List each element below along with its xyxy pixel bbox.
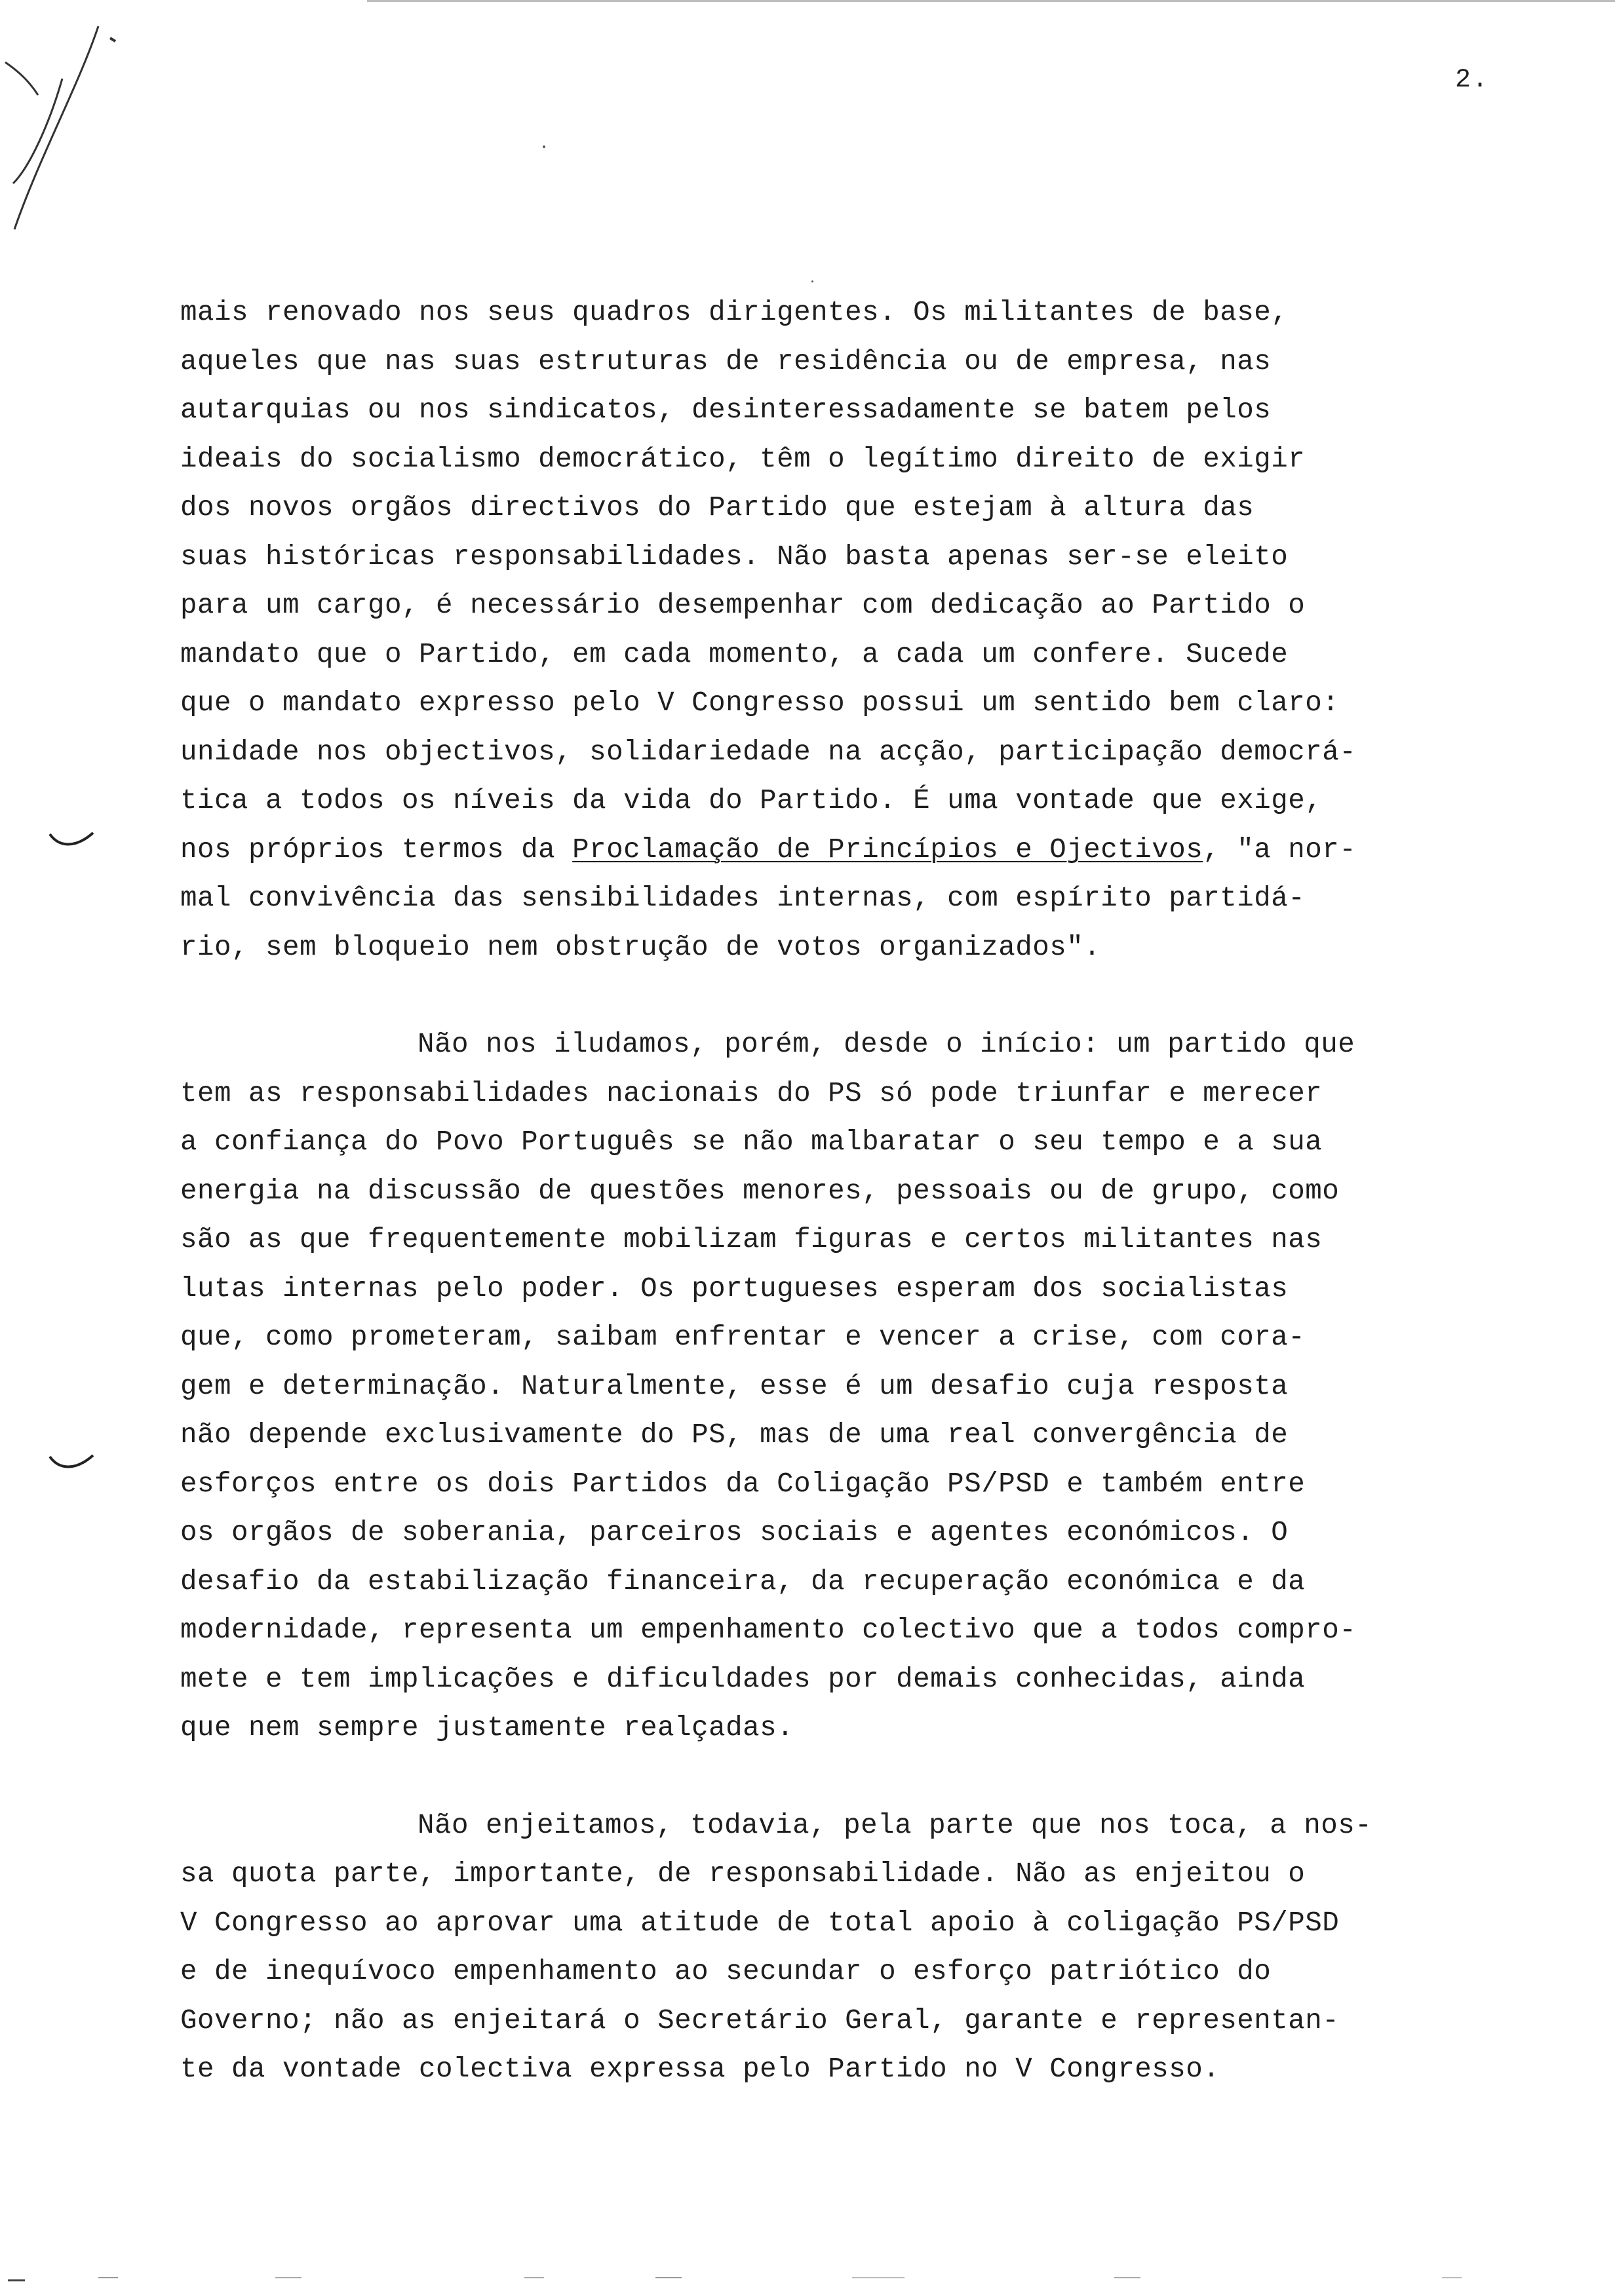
- paragraph: [180, 1801, 1550, 2094]
- text-line: modernidade, representa um empenhamento colectivo que a todos compro-: [180, 1615, 1357, 1646]
- scan-speck: [811, 280, 813, 282]
- text-line: tem as responsabilidades nacionais do PS só pode triunfar e merecer: [180, 1077, 1323, 1109]
- text-line: são as que frequentemente mobilizam figuras e certos militantes nas: [180, 1224, 1323, 1255]
- paragraph: [180, 288, 1550, 972]
- text-line: Governo; não as enjeitará o Secretário Geral, garante e representan-: [180, 2004, 1340, 2037]
- scan-edge-line: [367, 0, 1615, 2]
- text-line: Não nos iludamos, porém, desde o início: um partido que: [418, 1029, 1355, 1060]
- paragraph: [180, 1020, 1550, 1753]
- page-number: 2.: [1455, 66, 1490, 95]
- text-line: Não enjeitamos, todavia, pela parte que nos toca, a nos-: [418, 1809, 1372, 1841]
- text-line: e de inequívoco empenhamento ao secundar o esforço patriótico do: [180, 1956, 1272, 1987]
- scan-speck: [543, 145, 545, 148]
- text-line: energia na discussão de questões menores, pessoais ou de grupo, como: [180, 1175, 1340, 1207]
- margin-check-mark: [46, 829, 98, 855]
- text-line: aqueles que nas suas estruturas de residência ou de empresa, nas: [180, 345, 1272, 377]
- text-line: não depende exclusivamente do PS, mas de uma real convergência de: [180, 1419, 1289, 1451]
- text-line: [180, 826, 1550, 875]
- underlined-document-title: Proclamação de Princípios e Ojectivos: [572, 833, 1203, 866]
- text-line: dos novos orgãos directivos do Partido que estejam à altura das: [180, 492, 1255, 524]
- text-line: os orgãos de soberania, parceiros sociais e agentes económicos. O: [180, 1517, 1289, 1548]
- text-line: mais renovado nos seus quadros dirigentes. Os militantes de base,: [180, 297, 1289, 328]
- text-line: sa quota parte, importante, de responsabilidade. Não as enjeitou o: [180, 1858, 1306, 1890]
- text-line: unidade nos objectivos, solidariedade na acção, participação democrá-: [180, 736, 1357, 768]
- text-segment: , "a nor-: [1203, 833, 1357, 866]
- text-line: que, como prometeram, saibam enfrentar e vencer a crise, com cora-: [180, 1322, 1306, 1353]
- text-line: tica a todos os níveis da vida do Partido. É uma vontade que exige,: [180, 785, 1323, 816]
- text-line: mandato que o Partido, em cada momento, a cada um confere. Sucede: [180, 638, 1289, 670]
- text-line: V Congresso ao aprovar uma atitude de total apoio à coligação PS/PSD: [180, 1907, 1340, 1939]
- text-line: desafio da estabilização financeira, da recuperação económica e da: [180, 1565, 1306, 1598]
- text-line: que o mandato expresso pelo V Congresso possui um sentido bem claro:: [180, 687, 1340, 719]
- text-line: esforços entre os dois Partidos da Coligação PS/PSD e também entre: [180, 1468, 1306, 1500]
- text-line: que nem sempre justamente realçadas.: [180, 1712, 794, 1744]
- text-segment: nos próprios termos da: [180, 833, 573, 866]
- text-line: a confiança do Povo Português se não malbaratar o seu tempo e a sua: [180, 1126, 1323, 1158]
- margin-check-mark: [46, 1451, 98, 1478]
- text-line: ideais do socialismo democrático, têm o legítimo direito de exigir: [180, 443, 1306, 475]
- scan-bottom-speckles: [0, 2254, 1615, 2293]
- text-line: mal convivência das sensibilidades internas, com espírito partidá-: [180, 883, 1306, 914]
- text-line: te da vontade colectiva expressa pelo Partido no V Congresso.: [180, 2054, 1220, 2085]
- document-body: [180, 288, 1550, 2094]
- text-line: rio, sem bloqueio nem obstrução de votos organizados".: [180, 931, 1101, 963]
- text-line: mete e tem implicações e dificuldades por demais conhecidas, ainda: [180, 1663, 1306, 1695]
- text-line: gem e determinação. Naturalmente, esse é um desafio cuja resposta: [180, 1370, 1289, 1402]
- text-line: suas históricas responsabilidades. Não basta apenas ser-se eleito: [180, 541, 1289, 573]
- text-line: autarquias ou nos sindicatos, desinteressadamente se batem pelos: [180, 394, 1272, 426]
- text-line: lutas internas pelo poder. Os portugueses esperam dos socialistas: [180, 1272, 1289, 1305]
- handwritten-margin-strokes: [0, 13, 144, 236]
- text-line: para um cargo, é necessário desempenhar com dedicação ao Partido o: [180, 590, 1306, 621]
